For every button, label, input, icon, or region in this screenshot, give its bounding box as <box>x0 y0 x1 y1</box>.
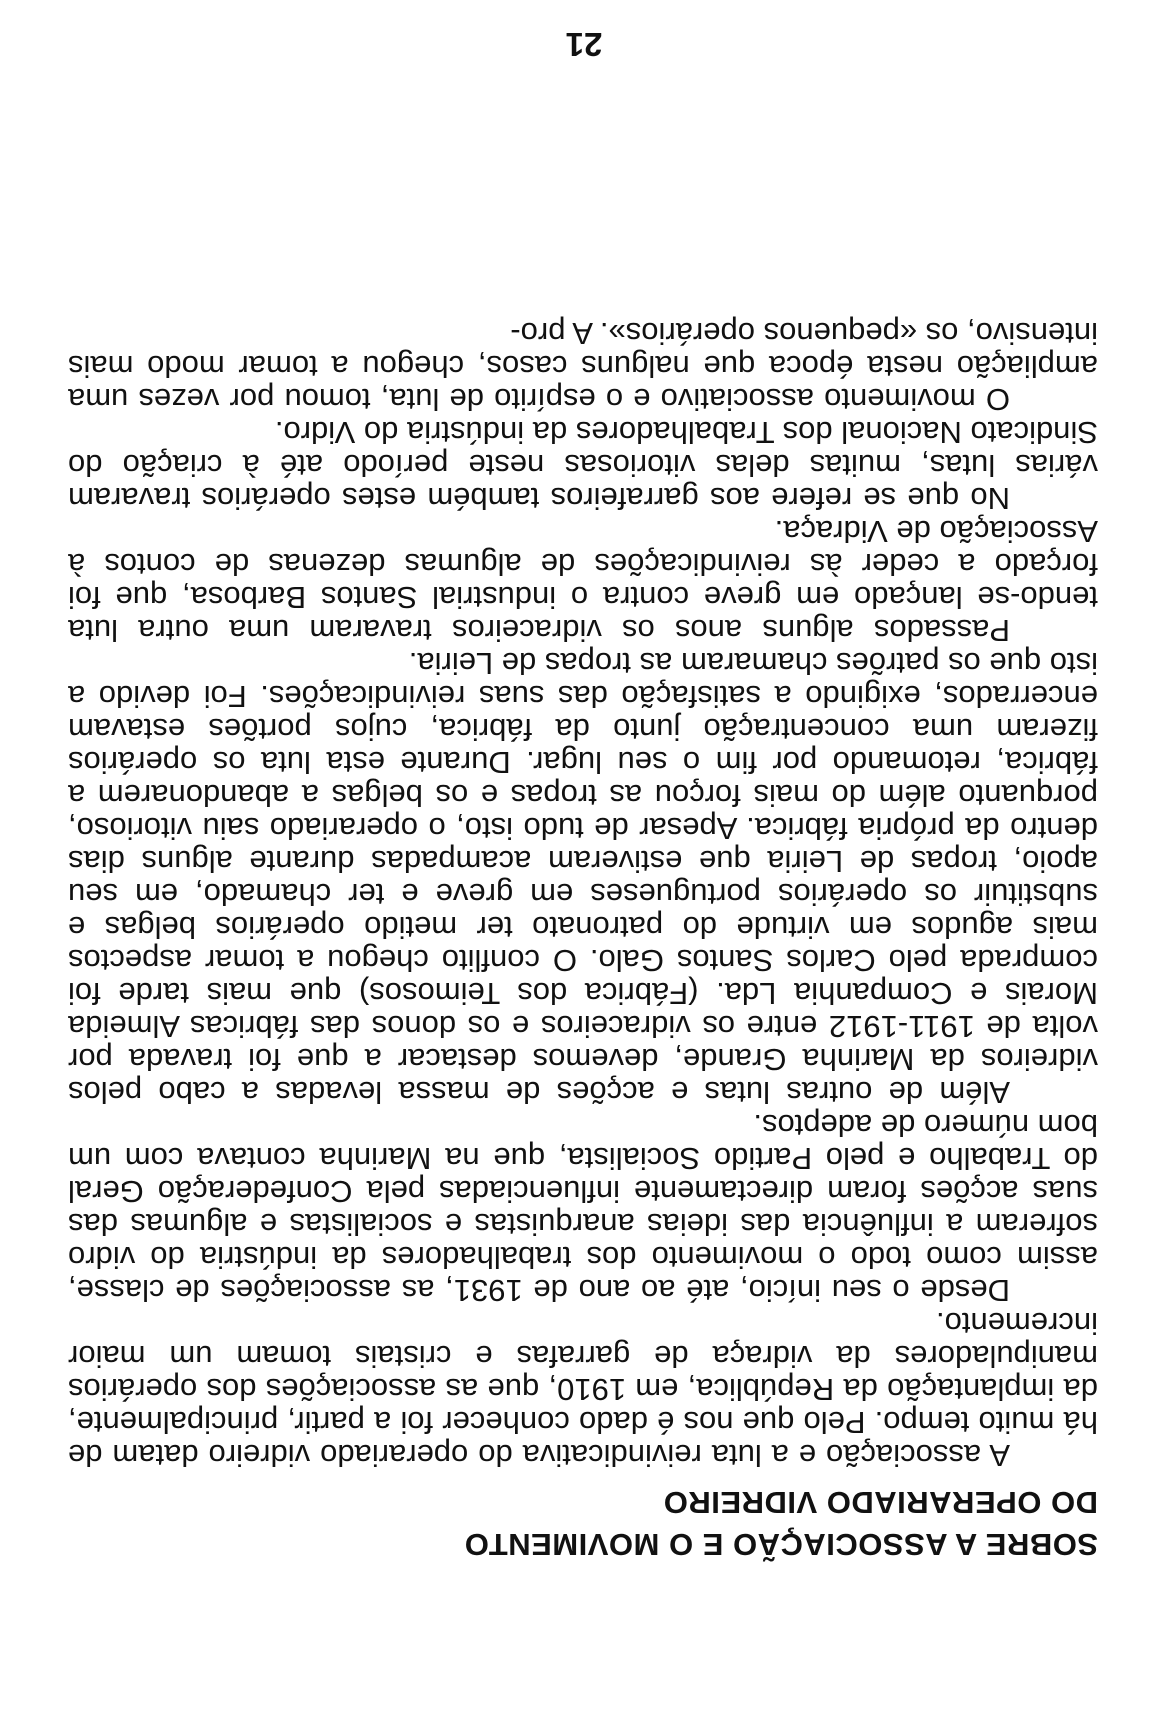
paragraph-alem-de-outras-lutas: Além de outras lutas e acções de massa levadas a cabo pelos vidreiros da Marinha Grande, devemos destacar a que foi travada por volta de 1911-1912 entre os vidraceiros e os donos das fábricas Almeida Morais e Companhia Lda. (Fábrica dos Teimosos) que mais tarde foi comprada pelo Carlos Santos Galo. O conflito chegou a tomar aspectos mais agudos em virtude do patronato ter metido operários belgas e substituir os operários portugueses em greve e ter chamado, em seu apoio, tropas de Leiria que estiveram acampadas durante alguns dias dentro da própria fábrica. Apesar de tudo isto, o operariado saiu vitorioso, porquanto além do mais forçou as tropas e os belgas a abandonarem a fábrica, retomando por fim o seu lugar. Durante esta luta os operários fizeram uma concentração junto da fábrica, cujos portões estavam encerrados, exigindo a satisfação das suas reivindicações. Foi devido a isto que os patrões chamaram as tropas de Leiria. <box>68 646 1098 1110</box>
paragraph-garrafeiros: No que se refere aos garrafeiros também estes operários travaram várias lutas, muitas delas vitoriosas neste período até à criação do Sindicato Nacional dos Trabalhadores da indústria do Vidro. <box>68 415 1098 516</box>
paragraph-passados-alguns-anos: Passados alguns anos os vidraceiros travaram uma outra luta tendo-se lançado em greve contra o industrial Santos Barbosa, que foi forçado a ceder às reivindicações de algumas dezenas de contos à Associação de Vidraça. <box>68 514 1098 648</box>
page-number: 21 <box>565 26 603 63</box>
section-title-line-2: DO OPERARIADO VIDREIRO <box>663 1485 1098 1520</box>
body-text <box>68 317 1098 1472</box>
paragraph-associacao: A associação e a luta reivindicativa do operariado vidreiro datam de há muito tempo. Pelo que nos é dado conhecer foi a partir, principalmente, da implantação da República, em 1910, que as associações dos operários manipuladores da vidraça de garrafas e cristais tomam um maior incremento. <box>68 1306 1098 1473</box>
paragraph-desde-o-seu-inicio: Desde o seu início, até ao ano de 1931, as associações de classe, assim como todo o movimento dos trabalhadores da indústria do vidro sofreram a influência das ideias anarquistas e socialistas e algumas das suas acções foram directamente influenciadas pela Confederação Geral do Trabalho e pelo Partido Socialista, que na Marinha contava com um bom número de adeptos. <box>68 1108 1098 1308</box>
paragraph-movimento-associativo: O movimento associativo e o espírito de luta, tomou por vezes uma ampliação nesta época que nalguns casos, chegou a tomar modo mais intensivo, os «pequenos operários». A pro- <box>68 316 1098 417</box>
section-title-line-1: SOBRE A ASSOCIAÇÃO E O MOVIMENTO <box>464 1527 1098 1562</box>
